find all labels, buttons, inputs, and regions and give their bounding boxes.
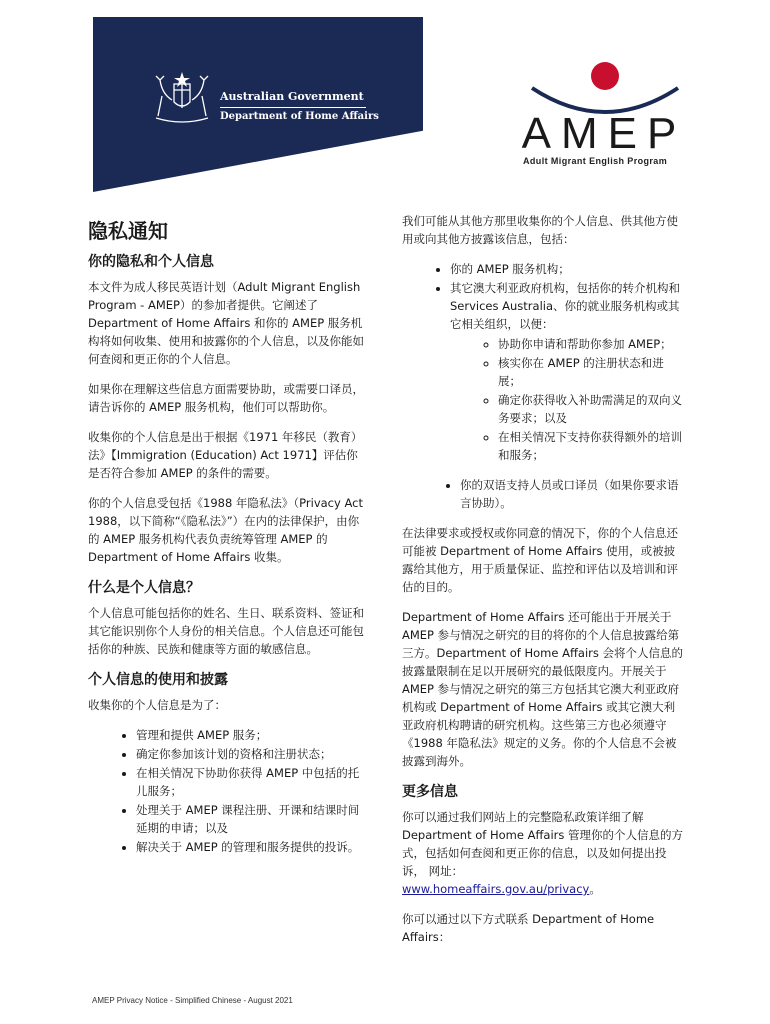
logo-subtitle: Adult Migrant English Program xyxy=(523,156,668,166)
heading-more-info: 更多信息 xyxy=(402,784,458,800)
logo-dot-icon xyxy=(591,62,619,90)
sub-purpose-list xyxy=(450,335,686,464)
left-column xyxy=(88,212,368,868)
list-item: • 在相关情况下协助你获得 AMEP 中包括的托儿服务； xyxy=(136,764,368,800)
coat-of-arms-icon xyxy=(148,70,216,128)
paragraph-help: 如果你在理解这些信息方面需要协助，或需要口译员，请告诉你的 AMEP 服务机构，他们可以帮助你。 xyxy=(88,382,364,414)
list-item: • 你的 AMEP 服务机构； xyxy=(450,260,686,278)
heading-use-disclosure: 个人信息的使用和披露 xyxy=(88,672,228,688)
gov-divider xyxy=(220,107,366,108)
paragraph-intro: 本文件为成人移民英语计划（Adult Migrant English Program - AMEP）的参加者提供。它阐述了 Department of Home Affairs 和你的 AMEP 服务机构将如何收集、使用和披露你的个人信息，以及你能如何查阅和更正你的个人信息。 xyxy=(88,280,364,366)
paragraph-research: Department of Home Affairs 还可能出于开展关于 AMEP 参与情况之研究的目的将你的个人信息披露给第三方。Department of Home Affairs 会将个人信息的披露量限制在足以开展研究的最低限度内。开展关于 AMEP 参与情况之研究的第三方包括其它澳大利亚政府机构或 Department of Home Affairs 或其它澳大利亚政府机构聘请的研究机构。这些第三方也必须遵守《1988 年隐私法》规定的义务。你的个人信息不会被披露到海外。 xyxy=(402,610,684,768)
list-item: ◦ 协助你申请和帮助你参加 AMEP； xyxy=(498,335,686,353)
page-footer: AMEP Privacy Notice - Simplified Chinese - August 2021 xyxy=(92,996,293,1005)
privacy-policy-link[interactable]: www.homeaffairs.gov.au/privacy xyxy=(402,882,590,896)
paragraph-definition: 个人信息可能包括你的姓名、生日、联系资料、签证和其它能识别你个人身份的相关信息。个人信息还可能包括你的种族、民族和健康等方面的敏感信息。 xyxy=(88,606,364,656)
list-item-text: 其它澳大利亚政府机构，包括你的转介机构和 Services Australia、你的就业服务机构或其它相关组织，以便： xyxy=(450,281,680,331)
heading-what-is-info: 什么是个人信息？ xyxy=(88,580,200,596)
paragraph-purpose-intro: 收集你的个人信息是为了： xyxy=(88,698,226,712)
more-info-text: 你可以通过我们网站上的完整隐私政策详细了解 Department of Home Affairs 管理你的个人信息的方式，包括如何查阅和更正你的信息，以及如何提出投诉， 网址： xyxy=(402,810,684,878)
paragraph-legal-protection: 你的个人信息受包括《1988 年隐私法》（Privacy Act 1988，以下简称“《隐私法》”）在内的法律保护，由你的 AMEP 服务机构代表负责统筹管理 AMEP 的 Department of Home Affairs 收集。 xyxy=(88,496,363,564)
paragraph-other-parties: 我们可能从其他方那里收集你的个人信息、供其他方使用或向其他方披露该信息，包括： xyxy=(402,214,678,246)
bilingual-list xyxy=(402,476,686,512)
page-title: 隐私通知 xyxy=(88,219,168,243)
paragraph-collection-basis: 收集你的个人信息是出于根据《1971 年移民（教育）法》【Immigration (Education) Act 1971】评估你是否符合参加 AMEP 的条件的需要。 xyxy=(88,430,363,480)
list-item: • 确定你参加该计划的资格和注册状态； xyxy=(136,745,368,763)
amep-logo xyxy=(520,58,688,170)
list-item: ◦ 在相关情况下支持你获得额外的培训和服务； xyxy=(498,428,686,464)
paragraph-legal-use: 在法律要求或授权或你同意的情况下，你的个人信息还可能被 Department of Home Affairs 使用，或被披露给其他方，用于质量保证、监控和评估以及培训和评估的目的。 xyxy=(402,526,678,594)
list-item xyxy=(450,279,686,464)
gov-line-2: Department of Home Affairs xyxy=(220,111,379,122)
paragraph-contact: 你可以通过以下方式联系 Department of Home Affairs： xyxy=(402,912,655,944)
gov-line-1: Australian Government xyxy=(220,90,364,103)
list-item: • 你的双语支持人员或口译员（如果你要求语言协助）。 xyxy=(460,476,686,512)
heading-privacy: 你的隐私和个人信息 xyxy=(88,254,214,270)
list-item: ◦ 核实你在 AMEP 的注册状态和进展； xyxy=(498,354,686,390)
url-suffix: 。 xyxy=(589,882,601,896)
government-logo-text xyxy=(220,90,379,122)
list-item: • 处理关于 AMEP 课程注册、开课和结课时间延期的申请；以及 xyxy=(136,801,368,837)
purpose-list xyxy=(88,726,368,856)
parties-list xyxy=(402,260,686,464)
logo-text: AMEP xyxy=(521,109,687,158)
list-item: ◦ 确定你获得收入补助需满足的双向义务要求；以及 xyxy=(498,391,686,427)
right-column xyxy=(402,212,686,958)
list-item: • 管理和提供 AMEP 服务； xyxy=(136,726,368,744)
paragraph-more-info xyxy=(402,808,686,898)
list-item: • 解决关于 AMEP 的管理和服务提供的投诉。 xyxy=(136,838,368,856)
